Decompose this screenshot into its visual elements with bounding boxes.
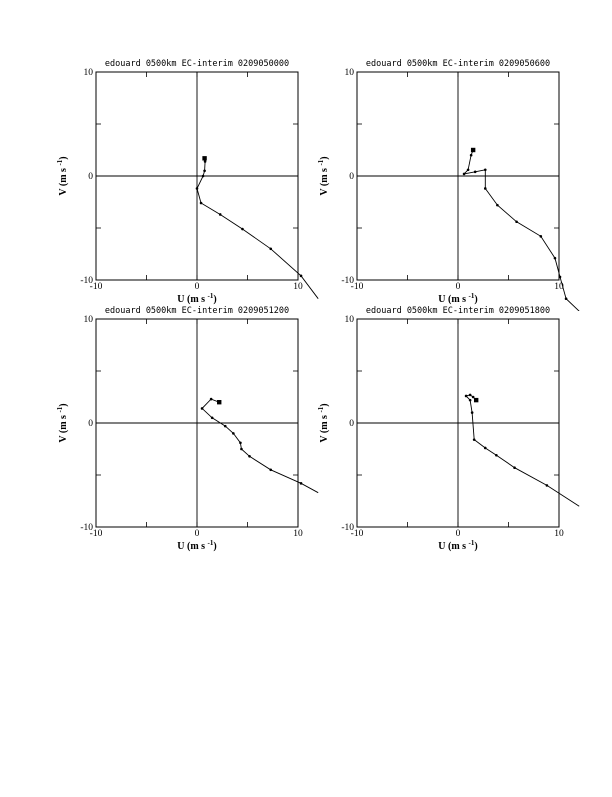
y-axis-label-main: V (m s — [319, 165, 330, 196]
hodograph-point — [554, 257, 557, 260]
chart-title: edouard 0500km EC-interim 0209051800 — [365, 306, 551, 316]
hodograph-point — [196, 187, 199, 190]
y-tick-label: -10 — [341, 276, 354, 286]
x-axis-label-exp: -1 — [468, 539, 475, 547]
hodograph-point — [204, 160, 207, 163]
hodograph-point — [203, 170, 206, 173]
hodograph-point-start — [217, 400, 221, 404]
y-tick-label: -10 — [341, 523, 354, 533]
x-tick-label: -10 — [89, 529, 103, 539]
x-axis-label-close: ) — [213, 541, 217, 552]
y-axis-label-exp: -1 — [317, 406, 325, 413]
hodograph-point — [219, 213, 222, 216]
y-axis-label-main: V (m s — [58, 165, 69, 196]
hodograph-point-start — [471, 148, 475, 152]
hodograph-point — [248, 455, 251, 458]
hodograph-line — [466, 395, 579, 506]
hodograph-point-start — [474, 398, 478, 402]
x-axis-label — [438, 292, 477, 305]
hodograph-panel-3 — [56, 306, 318, 552]
hodograph-point — [540, 235, 543, 238]
y-axis-label-close: ) — [58, 156, 69, 160]
hodograph-point — [515, 220, 518, 223]
hodograph-line — [194, 158, 318, 298]
x-axis-label — [438, 539, 477, 552]
y-axis-label — [317, 403, 330, 442]
x-axis-label — [177, 292, 216, 305]
hodograph-series — [201, 398, 318, 493]
y-tick-label: 0 — [88, 172, 93, 182]
hodograph-point — [200, 202, 203, 205]
chart-title: edouard 0500km EC-interim 0209051200 — [104, 306, 290, 316]
hodograph-series — [196, 156, 319, 299]
x-axis-label-main: U (m s — [438, 294, 469, 305]
chart-title: edouard 0500km EC-interim 0209050000 — [104, 59, 290, 69]
hodograph-point — [463, 173, 466, 176]
hodograph-point — [210, 398, 213, 401]
x-axis-label-main: U (m s — [438, 541, 469, 552]
x-tick-label: -10 — [89, 282, 103, 292]
hodograph-panel-4 — [317, 306, 579, 552]
x-tick-label: 10 — [554, 529, 564, 539]
y-tick-label: -10 — [80, 276, 93, 286]
y-axis-label-exp: -1 — [317, 159, 325, 166]
hodograph-point — [513, 466, 516, 469]
hodograph-series — [465, 394, 579, 507]
x-axis-label-close: ) — [474, 294, 478, 305]
hodograph-point — [239, 441, 242, 444]
y-axis-label-main: V (m s — [58, 412, 69, 443]
y-axis-label-close: ) — [58, 403, 69, 407]
y-axis-label-exp: -1 — [56, 406, 64, 413]
hodograph-point — [300, 482, 303, 485]
x-tick-label: 0 — [455, 282, 461, 292]
hodograph-point — [469, 394, 472, 397]
x-tick-label: -10 — [350, 529, 364, 539]
x-axis-label-exp: -1 — [207, 539, 214, 547]
hodograph-panel-1 — [56, 59, 318, 305]
hodograph-point — [232, 432, 235, 435]
hodograph-point-start — [202, 156, 206, 160]
x-axis-label-exp: -1 — [468, 292, 475, 300]
hodograph-point — [484, 447, 487, 450]
x-axis-label-main: U (m s — [177, 541, 208, 552]
y-axis-label-exp: -1 — [56, 159, 64, 166]
x-tick-label: 0 — [455, 529, 461, 539]
hodograph-point — [269, 469, 272, 472]
chart-title: edouard 0500km EC-interim 0209050600 — [365, 59, 551, 69]
y-axis-label — [317, 156, 330, 195]
hodograph-point — [202, 175, 205, 178]
x-tick-label: 0 — [194, 529, 200, 539]
hodograph-point — [269, 248, 272, 251]
hodograph-point — [565, 297, 568, 300]
hodograph-point — [471, 411, 474, 414]
x-axis-label-close: ) — [474, 541, 478, 552]
hodograph-point — [201, 407, 204, 410]
hodograph-point — [484, 187, 487, 190]
y-axis-label-main: V (m s — [319, 412, 330, 443]
hodograph-point — [240, 448, 243, 451]
hodograph-point — [241, 228, 244, 231]
y-axis-label — [56, 156, 69, 195]
hodograph-line — [202, 399, 318, 493]
hodograph-point — [474, 171, 477, 174]
hodograph-point — [496, 204, 499, 207]
hodograph-point — [495, 454, 498, 457]
x-tick-label: -10 — [350, 282, 364, 292]
hodograph-point — [469, 399, 472, 402]
y-tick-label: 10 — [83, 68, 93, 78]
hodograph-point — [224, 425, 227, 428]
x-axis-label-exp: -1 — [207, 292, 214, 300]
x-tick-label: 10 — [554, 282, 564, 292]
hodograph-point — [465, 395, 468, 398]
y-tick-label: 10 — [344, 315, 354, 325]
hodograph-point — [300, 275, 303, 278]
x-axis-label — [177, 539, 216, 552]
x-tick-label: 0 — [194, 282, 200, 292]
hodograph-panel-2 — [317, 59, 579, 311]
hodograph-point — [473, 438, 476, 441]
hodograph-point — [472, 396, 475, 399]
y-tick-label: 10 — [344, 68, 354, 78]
x-tick-label: 10 — [293, 282, 303, 292]
y-axis-label — [56, 403, 69, 442]
y-axis-label-close: ) — [319, 403, 330, 407]
hodograph-point — [211, 417, 214, 420]
y-tick-label: -10 — [80, 523, 93, 533]
y-tick-label: 10 — [83, 315, 93, 325]
hodograph-point — [484, 168, 487, 171]
hodograph-point — [559, 276, 562, 279]
hodograph-point — [546, 484, 549, 487]
x-tick-label: 10 — [293, 529, 303, 539]
hodograph-point — [467, 168, 470, 171]
y-axis-label-close: ) — [319, 156, 330, 160]
y-tick-label: 0 — [349, 419, 354, 429]
hodograph-point — [470, 154, 473, 157]
x-axis-label-main: U (m s — [177, 294, 208, 305]
y-tick-label: 0 — [88, 419, 93, 429]
x-axis-label-close: ) — [213, 294, 217, 305]
y-tick-label: 0 — [349, 172, 354, 182]
